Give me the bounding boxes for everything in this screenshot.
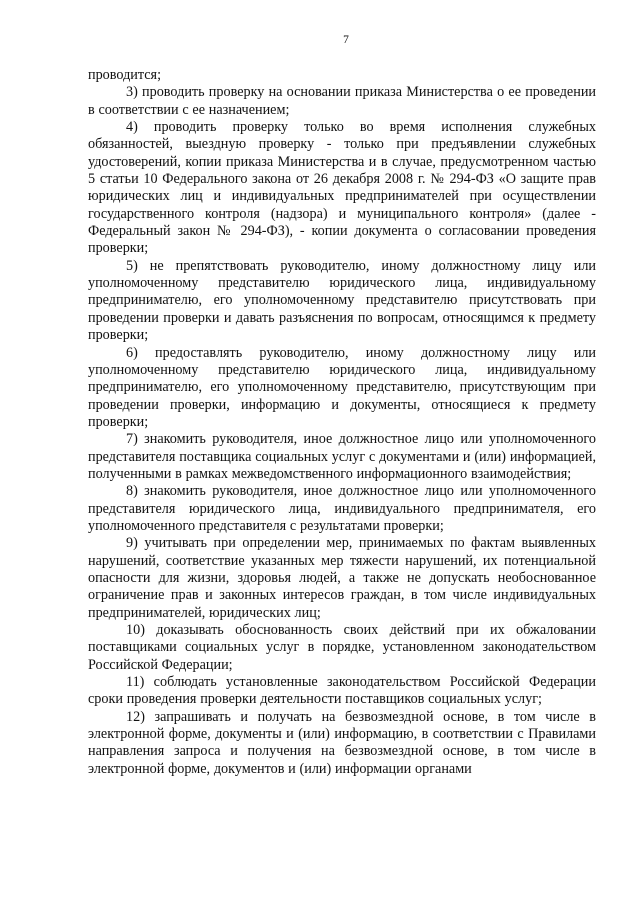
paragraph-item-6: 6) предоставлять руководителю, иному должностному лицу или уполномоченному представителю юридического лица, индивидуальному предпринимателю, его уполномоченному представителю, присутствующим при проведении проверки, информацию и документы, относящиеся к предмету проверки; — [88, 344, 596, 430]
paragraph-item-3: 3) проводить проверку на основании приказа Министерства о ее проведении в соответствии с ее назначением; — [88, 84, 596, 118]
paragraph-item-7: 7) знакомить руководителя, иное должностное лицо или уполномоченного представителя поставщика социальных услуг с документами и (или) информацией, полученными в рамках межведомственного информационного взаимодействия; — [88, 431, 596, 482]
paragraph-item-12: 12) запрашивать и получать на безвозмездной основе, в том числе в электронной форме, документы и (или) информацию, в соответствии с Правилами направления запроса и получения на безвозмездной основе, в том числе в электронной форме, документов и (или) информации органами — [88, 708, 596, 777]
paragraph-item-9: 9) учитывать при определении мер, принимаемых по фактам выявленных нарушений, соответствие указанных мер тяжести нарушений, их потенциальной опасности для жизни, здоровья людей, а также не допускать необоснованное ограничение прав и законных интересов граждан, в том числе индивидуальных предпринимателей, юридических лиц; — [88, 535, 596, 621]
page-number: 7 — [343, 34, 349, 46]
paragraph-item-10: 10) доказывать обоснованность своих действий при их обжаловании поставщиками социальных услуг в порядке, установленном законодательством Российской Федерации; — [88, 622, 596, 673]
paragraph-item-11: 11) соблюдать установленные законодательством Российской Федерации сроки проведения проверки деятельности поставщиков социальных услуг; — [88, 674, 596, 708]
paragraph-continuation: проводится; — [88, 67, 162, 83]
paragraph-item-8: 8) знакомить руководителя, иное должностное лицо или уполномоченного представителя юридического лица, индивидуального предпринимателя, его уполномоченного представителя с результатами проверки; — [88, 483, 596, 534]
paragraph-item-5: 5) не препятствовать руководителю, иному должностному лицу или уполномоченному представителю юридического лица, индивидуальному предпринимателю, его уполномоченному представителю присутствовать при проведении проверки и давать разъяснения по вопросам, относящимся к предмету проверки; — [88, 257, 596, 344]
paragraph-item-4: 4) проводить проверку только во время исполнения служебных обязанностей, выездную проверку - только при предъявлении служебных удостоверений, копии приказа Министерства и в случае, предусмотренном частью 5 статьи 10 Федерального закона от 26 декабря 2008 г. № 294-ФЗ «О защите прав юридических лиц и индивидуальных предпринимателей при осуществлении государственного контроля (надзора) и муниципального контроля» (далее - Федеральный закон № 294-ФЗ), - копии документа о согласовании проведения проверки; — [88, 119, 596, 257]
